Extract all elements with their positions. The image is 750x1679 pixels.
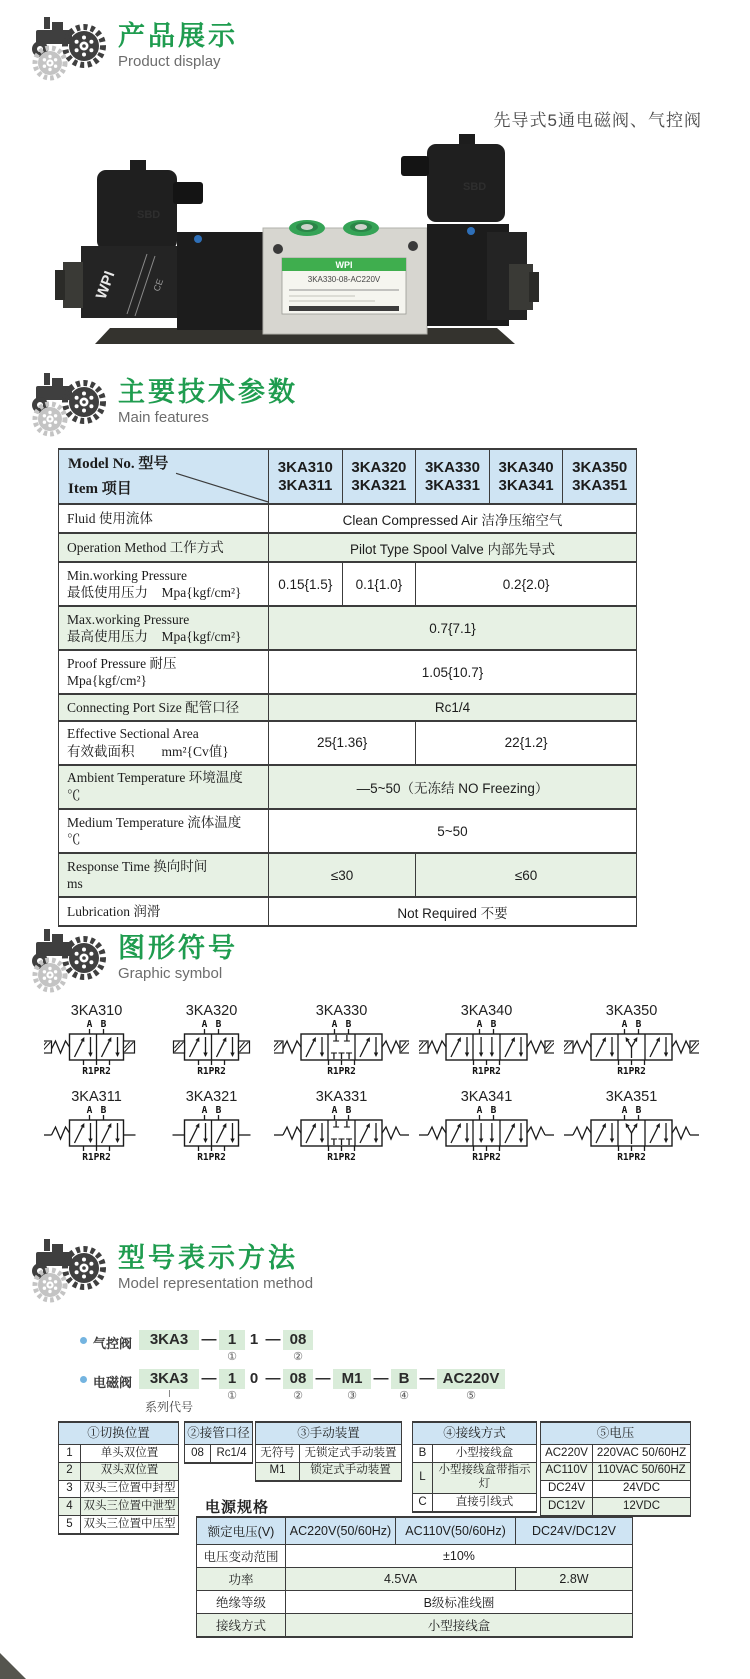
attr-cell: 4 bbox=[59, 1498, 81, 1516]
spec-row bbox=[59, 562, 637, 606]
symbol-model-label: 3KA331 bbox=[315, 1089, 368, 1105]
attr-row bbox=[59, 1480, 179, 1498]
model-code-text: — bbox=[419, 1370, 435, 1387]
spec-row bbox=[59, 897, 637, 926]
model-code-box: 08 bbox=[283, 1369, 313, 1389]
circled-number bbox=[252, 1389, 255, 1404]
model-code-row bbox=[80, 1330, 700, 1365]
attr-row bbox=[413, 1445, 537, 1463]
svg-text:B: B bbox=[215, 1106, 222, 1116]
svg-text:R1PR2: R1PR2 bbox=[327, 1066, 356, 1074]
spec-value-cell: —5~50（无冻结 NO Freezing） bbox=[269, 765, 637, 809]
attr-cell: 5 bbox=[59, 1516, 81, 1534]
attr-header-row bbox=[59, 1422, 179, 1445]
attr-table bbox=[58, 1421, 179, 1535]
spec-row-label: Max.working Pressure 最高使用压力 Mpa{kgf/cm²} bbox=[59, 606, 269, 650]
model-code-segment bbox=[283, 1330, 313, 1365]
svg-text:R1PR2: R1PR2 bbox=[472, 1152, 501, 1160]
svg-text:WPI: WPI bbox=[92, 268, 119, 302]
spec-model-cell: 3KA340 3KA341 bbox=[489, 449, 563, 504]
symbol-item bbox=[564, 1088, 699, 1160]
model-code-segment bbox=[263, 1330, 283, 1365]
solenoid-valve-illustration bbox=[35, 132, 545, 360]
attr-header-row bbox=[413, 1422, 537, 1445]
valve-symbol-drawing bbox=[44, 1106, 149, 1160]
svg-text:R1PR2: R1PR2 bbox=[472, 1066, 501, 1074]
attr-table bbox=[540, 1421, 691, 1517]
spec-corner-cell bbox=[59, 449, 269, 504]
attr-cell: DC12V bbox=[541, 1498, 593, 1516]
attr-cell: 单头双位置 bbox=[81, 1445, 179, 1463]
circled-number: ③ bbox=[347, 1390, 357, 1402]
spec-row-label: Lubrication 润滑 bbox=[59, 897, 269, 926]
spec-model-cell: 3KA310 3KA311 bbox=[269, 449, 343, 504]
symbol-model-label: 3KA330 bbox=[315, 1003, 368, 1019]
symbol-item bbox=[159, 1002, 264, 1074]
model-code-box: AC220V bbox=[437, 1369, 505, 1389]
model-code-segment bbox=[313, 1369, 333, 1404]
symbol-item bbox=[564, 1002, 699, 1074]
spec-row-label: Ambient Temperature 环境温度 ℃ bbox=[59, 765, 269, 809]
attr-table-port-size bbox=[184, 1421, 252, 1464]
spec-value-cell: 25{1.36} bbox=[269, 721, 416, 765]
model-code-text: 0 bbox=[249, 1370, 259, 1387]
circled-number: ② bbox=[293, 1351, 303, 1363]
svg-text:B: B bbox=[100, 1020, 107, 1030]
attr-cell: 2 bbox=[59, 1462, 81, 1480]
attr-row bbox=[59, 1516, 179, 1534]
svg-text:B: B bbox=[100, 1106, 107, 1116]
svg-text:B: B bbox=[635, 1106, 642, 1116]
attr-cell: 24VDC bbox=[593, 1480, 691, 1498]
attr-cell: 08 bbox=[185, 1445, 211, 1463]
model-code-text: — bbox=[373, 1370, 389, 1387]
spec-value-cell: Pilot Type Spool Valve 内部先导式 bbox=[269, 533, 637, 562]
power-value-cell: 4.5VA bbox=[286, 1568, 516, 1591]
symbol-item bbox=[419, 1088, 554, 1160]
circled-number: ① bbox=[227, 1351, 237, 1363]
section-title-en: Model representation method bbox=[118, 1275, 314, 1293]
attr-cell: 锁定式手动装置 bbox=[300, 1462, 402, 1480]
attr-row bbox=[59, 1462, 179, 1480]
tractor-gears-icon bbox=[28, 1238, 112, 1304]
svg-text:A: A bbox=[621, 1106, 628, 1116]
svg-text:A: A bbox=[331, 1106, 338, 1116]
spec-value-cell: 5~50 bbox=[269, 809, 637, 853]
spec-row bbox=[59, 721, 637, 765]
model-code-text: — bbox=[201, 1331, 217, 1348]
spec-value-cell: Rc1/4 bbox=[269, 694, 637, 721]
attr-cell: 3 bbox=[59, 1480, 81, 1498]
corner-diagonal bbox=[59, 450, 268, 503]
tractor-gears-icon bbox=[28, 372, 112, 438]
model-code-segment bbox=[139, 1330, 199, 1365]
attr-cell: 1 bbox=[59, 1445, 81, 1463]
section-title-en: Product display bbox=[118, 53, 221, 71]
symbol-item bbox=[44, 1002, 149, 1074]
symbol-model-label: 3KA351 bbox=[605, 1089, 658, 1105]
attr-cell: 双头三位置中泄型 bbox=[81, 1498, 179, 1516]
attr-row bbox=[59, 1445, 179, 1463]
model-code-row bbox=[80, 1369, 700, 1414]
circled-number bbox=[425, 1389, 428, 1404]
symbol-item bbox=[44, 1088, 149, 1160]
product-image bbox=[35, 132, 545, 360]
attr-row bbox=[541, 1462, 691, 1480]
section-title-zh: 型号表示方法 bbox=[118, 1243, 298, 1273]
valve-symbol-drawing bbox=[564, 1020, 699, 1074]
attr-cell: B bbox=[413, 1445, 433, 1463]
power-value-cell: ±10% bbox=[286, 1545, 633, 1568]
spec-row bbox=[59, 765, 637, 809]
model-code-box: 08 bbox=[283, 1330, 313, 1350]
model-code-segment bbox=[391, 1369, 417, 1404]
attr-cell: 双头三位置中封型 bbox=[81, 1480, 179, 1498]
spec-row-label: Operation Method 工作方式 bbox=[59, 533, 269, 562]
spec-model-cell: 3KA350 3KA351 bbox=[563, 449, 637, 504]
attr-cell: 直接引线式 bbox=[433, 1494, 537, 1512]
attr-title-cell: ②接管口径 bbox=[185, 1422, 253, 1445]
attr-title-cell: ④接线方式 bbox=[413, 1422, 537, 1445]
svg-text:3KA330-08-AC220V: 3KA330-08-AC220V bbox=[307, 275, 381, 284]
attr-table bbox=[255, 1421, 402, 1482]
model-code-text: — bbox=[265, 1331, 281, 1348]
symbol-model-label: 3KA341 bbox=[460, 1089, 513, 1105]
attr-cell: 双头双位置 bbox=[81, 1462, 179, 1480]
attr-cell: 无锁定式手动装置 bbox=[300, 1445, 402, 1463]
attr-cell: 220VAC 50/60HZ bbox=[593, 1445, 691, 1463]
spec-row bbox=[59, 504, 637, 533]
section-header-model-representation bbox=[28, 1238, 313, 1304]
attr-cell: M1 bbox=[256, 1462, 300, 1480]
attr-cell: C bbox=[413, 1494, 433, 1512]
attr-title-cell: ⑤电压 bbox=[541, 1422, 691, 1445]
power-spec-table bbox=[196, 1516, 633, 1638]
section-title-zh: 图形符号 bbox=[118, 933, 238, 963]
symbol-item bbox=[274, 1002, 409, 1074]
section-title-en: Main features bbox=[118, 409, 209, 427]
tractor-gears-icon bbox=[28, 928, 112, 994]
attr-cell: 无符号 bbox=[256, 1445, 300, 1463]
attr-row bbox=[256, 1445, 402, 1463]
power-row-label: 电压变动范围 bbox=[197, 1545, 286, 1568]
power-header-cell: DC24V/DC12V bbox=[516, 1517, 633, 1545]
svg-text:R1PR2: R1PR2 bbox=[617, 1066, 646, 1074]
svg-text:A: A bbox=[331, 1020, 338, 1030]
symbols-grid bbox=[44, 1002, 706, 1174]
symbol-model-label: 3KA340 bbox=[460, 1003, 513, 1019]
attr-table-switch-position bbox=[58, 1421, 178, 1535]
circled-number bbox=[252, 1350, 255, 1365]
circled-number: ④ bbox=[399, 1390, 409, 1402]
spec-row bbox=[59, 650, 637, 694]
attr-header-row bbox=[185, 1422, 253, 1445]
attr-table bbox=[184, 1421, 253, 1464]
attr-cell: AC220V bbox=[541, 1445, 593, 1463]
symbol-model-label: 3KA320 bbox=[185, 1003, 238, 1019]
spec-model-cell: 3KA320 3KA321 bbox=[342, 449, 416, 504]
model-code-segment bbox=[245, 1330, 263, 1365]
model-code-box: M1 bbox=[333, 1369, 371, 1389]
svg-text:A: A bbox=[201, 1106, 208, 1116]
circled-number: ⑤ bbox=[466, 1390, 476, 1402]
svg-text:A: A bbox=[476, 1106, 483, 1116]
model-code-text: 1 bbox=[249, 1331, 259, 1348]
model-code-segment bbox=[199, 1369, 219, 1404]
spec-row-label: Fluid 使用流体 bbox=[59, 504, 269, 533]
svg-text:B: B bbox=[635, 1020, 642, 1030]
attr-header-row bbox=[256, 1422, 402, 1445]
spec-value-cell: 1.05{10.7} bbox=[269, 650, 637, 694]
bullet-icon bbox=[80, 1376, 87, 1383]
svg-text:A: A bbox=[621, 1020, 628, 1030]
svg-text:R1PR2: R1PR2 bbox=[617, 1152, 646, 1160]
spec-table bbox=[58, 448, 637, 927]
section-title-zh: 产品展示 bbox=[118, 21, 238, 51]
svg-text:WPI: WPI bbox=[335, 260, 353, 270]
model-code-name: 电磁阀 bbox=[93, 1375, 133, 1390]
svg-text:A: A bbox=[476, 1020, 483, 1030]
attr-table-wiring-method bbox=[412, 1421, 536, 1513]
attr-title-cell: ①切换位置 bbox=[59, 1422, 179, 1445]
circled-number bbox=[271, 1350, 274, 1365]
model-code-name: 气控阀 bbox=[93, 1336, 133, 1351]
svg-text:R1PR2: R1PR2 bbox=[82, 1152, 111, 1160]
model-code-segment bbox=[437, 1369, 505, 1404]
symbol-row bbox=[44, 1002, 706, 1074]
spec-row-label: Response Time 换向时间 ms bbox=[59, 853, 269, 897]
circled-number bbox=[379, 1389, 382, 1404]
attr-row bbox=[541, 1498, 691, 1516]
power-header-row bbox=[197, 1517, 633, 1545]
power-row bbox=[197, 1591, 633, 1614]
section-header-graphic-symbol bbox=[28, 928, 238, 994]
model-code-segment bbox=[417, 1369, 437, 1404]
spec-row bbox=[59, 606, 637, 650]
svg-text:R1PR2: R1PR2 bbox=[197, 1152, 226, 1160]
spec-value-cell: 0.15{1.5} bbox=[269, 562, 343, 606]
spec-row-label: Proof Pressure 耐压 Mpa{kgf/cm²} bbox=[59, 650, 269, 694]
spec-value-cell: Not Required 不要 bbox=[269, 897, 637, 926]
attr-row bbox=[256, 1462, 402, 1480]
svg-text:B: B bbox=[490, 1106, 497, 1116]
svg-text:B: B bbox=[490, 1020, 497, 1030]
power-spec-title: 电源规格 bbox=[205, 1499, 270, 1516]
spec-value-cell: 0.1{1.0} bbox=[342, 562, 416, 606]
circled-number bbox=[207, 1350, 210, 1365]
symbol-model-label: 3KA311 bbox=[71, 1089, 122, 1105]
spec-row bbox=[59, 694, 637, 721]
model-code-segment bbox=[219, 1330, 245, 1365]
attr-cell: L bbox=[413, 1462, 433, 1494]
bullet-icon bbox=[80, 1337, 87, 1344]
attr-cell: 双头三位置中压型 bbox=[81, 1516, 179, 1534]
spec-value-cell: ≤60 bbox=[416, 853, 637, 897]
model-code-text: — bbox=[315, 1370, 331, 1387]
spec-value-cell: 0.2{2.0} bbox=[416, 562, 637, 606]
svg-text:A: A bbox=[201, 1020, 208, 1030]
spec-model-cell: 3KA330 3KA331 bbox=[416, 449, 490, 504]
section-header-product-display bbox=[28, 16, 238, 82]
series-code-note: 系列代号 bbox=[145, 1390, 193, 1415]
power-header-cell: AC220V(50/60Hz) bbox=[286, 1517, 396, 1545]
valve-symbol-drawing bbox=[44, 1020, 149, 1074]
attr-header-row bbox=[541, 1422, 691, 1445]
corner-line2: Item 项目 bbox=[68, 481, 132, 497]
svg-text:R1PR2: R1PR2 bbox=[82, 1066, 111, 1074]
symbol-item bbox=[159, 1088, 264, 1160]
model-code-segment bbox=[371, 1369, 391, 1404]
model-code-segment bbox=[219, 1369, 245, 1404]
attr-row bbox=[541, 1480, 691, 1498]
spec-value-cell: Clean Compressed Air 洁净压缩空气 bbox=[269, 504, 637, 533]
svg-text:CE: CE bbox=[151, 277, 166, 293]
attr-table bbox=[412, 1421, 537, 1513]
symbol-model-label: 3KA350 bbox=[605, 1003, 658, 1019]
section-title-en: Graphic symbol bbox=[118, 965, 223, 983]
power-value-cell: B级标准线圈 bbox=[286, 1591, 633, 1614]
svg-text:R1PR2: R1PR2 bbox=[327, 1152, 356, 1160]
spec-row bbox=[59, 533, 637, 562]
product-caption: 先导式5通电磁阀、气控阀 bbox=[493, 111, 702, 130]
symbol-item bbox=[419, 1002, 554, 1074]
power-row bbox=[197, 1614, 633, 1638]
circled-number bbox=[321, 1389, 324, 1404]
spec-value-cell: ≤30 bbox=[269, 853, 416, 897]
model-code-segment bbox=[245, 1369, 263, 1404]
spec-value-cell: 22{1.2} bbox=[416, 721, 637, 765]
svg-text:B: B bbox=[345, 1106, 352, 1116]
valve-symbol-drawing bbox=[274, 1020, 409, 1074]
model-code-box: 3KA3 bbox=[139, 1330, 199, 1350]
power-row bbox=[197, 1568, 633, 1591]
attr-table-voltage bbox=[540, 1421, 690, 1517]
attr-title-cell: ③手动装置 bbox=[256, 1422, 402, 1445]
power-header-cell: AC110V(50/60Hz) bbox=[396, 1517, 516, 1545]
symbol-item bbox=[274, 1088, 409, 1160]
power-row-label: 功率 bbox=[197, 1568, 286, 1591]
svg-text:B: B bbox=[215, 1020, 222, 1030]
valve-symbol-drawing bbox=[159, 1020, 264, 1074]
attr-cell: DC24V bbox=[541, 1480, 593, 1498]
model-code-segment bbox=[283, 1369, 313, 1404]
corner-decoration bbox=[0, 1653, 26, 1679]
attr-cell: AC110V bbox=[541, 1462, 593, 1480]
model-code-segment bbox=[333, 1369, 371, 1404]
svg-text:SBD: SBD bbox=[463, 181, 487, 193]
attr-cell: Rc1/4 bbox=[211, 1445, 253, 1463]
model-code-box: B bbox=[391, 1369, 417, 1389]
circled-number bbox=[271, 1389, 274, 1404]
power-row-label: 接线方式 bbox=[197, 1614, 286, 1638]
attr-row bbox=[185, 1445, 253, 1463]
model-code-segment bbox=[139, 1369, 199, 1414]
attr-cell: 小型接线盒 bbox=[433, 1445, 537, 1463]
attr-row bbox=[59, 1498, 179, 1516]
spec-header-row bbox=[59, 449, 637, 504]
valve-symbol-drawing bbox=[564, 1106, 699, 1160]
valve-symbol-drawing bbox=[419, 1020, 554, 1074]
symbol-model-label: 3KA310 bbox=[70, 1003, 123, 1019]
circled-number bbox=[167, 1350, 170, 1365]
tractor-gears-icon bbox=[28, 16, 112, 82]
spec-row bbox=[59, 853, 637, 897]
valve-symbol-drawing bbox=[419, 1106, 554, 1160]
valve-symbol-drawing bbox=[274, 1106, 409, 1160]
model-code-segment bbox=[199, 1330, 219, 1365]
attr-table-manual-device bbox=[255, 1421, 401, 1482]
model-code-box: 1 bbox=[219, 1369, 245, 1389]
attr-cell: 110VAC 50/60HZ bbox=[593, 1462, 691, 1480]
svg-text:B: B bbox=[345, 1020, 352, 1030]
power-header-cell: 额定电压(V) bbox=[197, 1517, 286, 1545]
symbol-model-label: 3KA321 bbox=[185, 1089, 238, 1105]
attr-cell: 小型接线盒带指示灯 bbox=[433, 1462, 537, 1494]
spec-row-label: Medium Temperature 流体温度 ℃ bbox=[59, 809, 269, 853]
model-code-box: 1 bbox=[219, 1330, 245, 1350]
spec-row-label: Min.working Pressure 最低使用压力 Mpa{kgf/cm²} bbox=[59, 562, 269, 606]
power-value-cell: 小型接线盒 bbox=[286, 1614, 633, 1638]
section-title-zh: 主要技术参数 bbox=[118, 377, 298, 407]
section-header-main-features bbox=[28, 372, 298, 438]
spec-row-label: Connecting Port Size 配管口径 bbox=[59, 694, 269, 721]
model-representation bbox=[80, 1330, 700, 1434]
svg-text:SBD: SBD bbox=[137, 209, 161, 221]
valve-symbol-drawing bbox=[159, 1106, 264, 1160]
attr-row bbox=[413, 1494, 537, 1512]
svg-text:A: A bbox=[86, 1106, 93, 1116]
circled-number: ① bbox=[227, 1390, 237, 1402]
power-value-cell: 2.8W bbox=[516, 1568, 633, 1591]
circled-number bbox=[207, 1389, 210, 1404]
symbol-row bbox=[44, 1088, 706, 1160]
spec-row-label: Effective Sectional Area 有效截面积 mm²{Cv值} bbox=[59, 721, 269, 765]
attr-row bbox=[413, 1462, 537, 1494]
svg-text:A: A bbox=[86, 1020, 93, 1030]
model-code-text: — bbox=[201, 1370, 217, 1387]
power-row-label: 绝缘等级 bbox=[197, 1591, 286, 1614]
svg-text:R1PR2: R1PR2 bbox=[197, 1066, 226, 1074]
circled-number: ② bbox=[293, 1390, 303, 1402]
model-code-box: 3KA3 bbox=[139, 1369, 199, 1389]
attr-cell: 12VDC bbox=[593, 1498, 691, 1516]
spec-row bbox=[59, 809, 637, 853]
attr-row bbox=[541, 1445, 691, 1463]
model-code-segment bbox=[263, 1369, 283, 1404]
spec-value-cell: 0.7{7.1} bbox=[269, 606, 637, 650]
power-row bbox=[197, 1545, 633, 1568]
corner-line1: Model No. 型号 bbox=[68, 456, 169, 472]
model-code-text: — bbox=[265, 1370, 281, 1387]
